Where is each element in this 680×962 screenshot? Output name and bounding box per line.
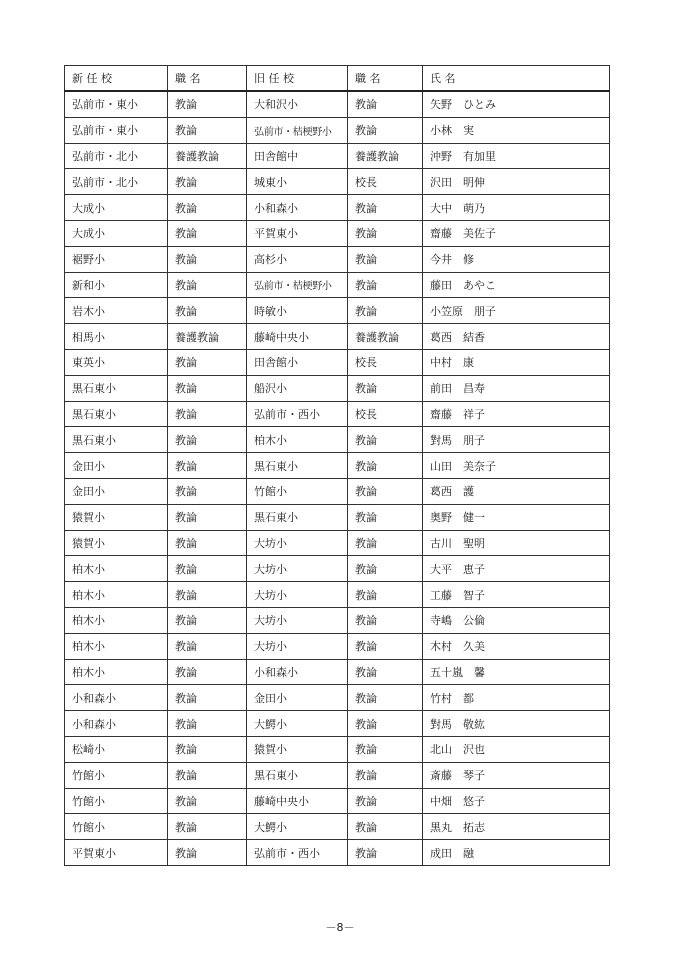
name-cell: 沖野 有加里 [423,143,610,169]
name-cell: 小林 実 [423,117,610,143]
name-cell: 斎藤 琴子 [423,762,610,788]
new-position-cell: 教論 [168,582,247,608]
old-position-cell: 教論 [348,840,423,866]
name-cell: 寺嶋 公倫 [423,607,610,633]
old-school-cell: 黒石東小 [247,762,348,788]
header-old-position: 職 名 [348,66,423,92]
table-row [65,814,610,840]
old-school-cell: 弘前市・西小 [247,401,348,427]
old-position-cell: 教論 [348,117,423,143]
name-cell: 山田 美奈子 [423,453,610,479]
old-school-cell: 田舎館小 [247,349,348,375]
old-position-cell: 教論 [348,762,423,788]
new-position-cell: 教論 [168,659,247,685]
old-position-cell: 教論 [348,530,423,556]
new-school-cell: 黒石東小 [65,401,168,427]
new-school-cell: 黒石東小 [65,427,168,453]
name-cell: 今井 修 [423,246,610,272]
new-school-cell: 弘前市・北小 [65,143,168,169]
new-position-cell: 教論 [168,169,247,195]
old-school-cell: 船沢小 [247,375,348,401]
new-position-cell: 教論 [168,349,247,375]
new-school-cell: 松崎小 [65,736,168,762]
new-position-cell: 養護教論 [168,324,247,350]
new-school-cell: 猿賀小 [65,530,168,556]
name-cell: 大平 恵子 [423,556,610,582]
new-school-cell: 弘前市・東小 [65,117,168,143]
new-position-cell: 教論 [168,478,247,504]
old-school-cell: 柏木小 [247,427,348,453]
old-school-cell: 竹館小 [247,478,348,504]
table-row [65,762,610,788]
new-school-cell: 柏木小 [65,582,168,608]
new-position-cell: 教論 [168,504,247,530]
table-row [65,582,610,608]
old-school-cell: 藤崎中央小 [247,788,348,814]
new-school-cell: 竹館小 [65,762,168,788]
old-position-cell: 教論 [348,659,423,685]
table-row [65,711,610,737]
old-school-cell: 弘前市・桔梗野小 [247,272,348,298]
table-row [65,324,610,350]
old-position-cell: 校長 [348,401,423,427]
table-row [65,633,610,659]
old-school-cell: 大鰐小 [247,814,348,840]
table-row [65,401,610,427]
name-cell: 古川 聖明 [423,530,610,556]
table-row [65,685,610,711]
old-position-cell: 教論 [348,375,423,401]
old-school-cell: 城東小 [247,169,348,195]
table-row [65,349,610,375]
old-school-cell: 田舎館中 [247,143,348,169]
new-school-cell: 柏木小 [65,556,168,582]
new-school-cell: 大成小 [65,220,168,246]
header-new-school: 新 任 校 [65,66,168,92]
header-row [65,66,610,92]
old-position-cell: 教論 [348,504,423,530]
table-row [65,427,610,453]
new-position-cell: 教論 [168,530,247,556]
old-school-cell: 時敏小 [247,298,348,324]
old-school-cell: 大鰐小 [247,711,348,737]
new-school-cell: 新和小 [65,272,168,298]
new-position-cell: 教論 [168,272,247,298]
new-school-cell: 黒石東小 [65,375,168,401]
name-cell: 葛西 結香 [423,324,610,350]
new-school-cell: 猿賀小 [65,504,168,530]
new-school-cell: 金田小 [65,453,168,479]
old-position-cell: 校長 [348,349,423,375]
new-school-cell: 岩木小 [65,298,168,324]
new-position-cell: 教論 [168,736,247,762]
new-position-cell: 教論 [168,633,247,659]
name-cell: 齋藤 祥子 [423,401,610,427]
old-school-cell: 大坊小 [247,633,348,659]
new-school-cell: 竹館小 [65,788,168,814]
old-school-cell: 大坊小 [247,582,348,608]
old-position-cell: 教論 [348,685,423,711]
old-position-cell: 教論 [348,298,423,324]
old-school-cell: 弘前市・西小 [247,840,348,866]
header-name: 氏 名 [423,66,610,92]
table-row [65,659,610,685]
new-position-cell: 教論 [168,711,247,737]
name-cell: 竹村 都 [423,685,610,711]
new-school-cell: 裾野小 [65,246,168,272]
new-position-cell: 教論 [168,453,247,479]
page-number: －8－ [325,921,355,934]
new-school-cell: 柏木小 [65,659,168,685]
table-row [65,504,610,530]
name-cell: 大中 萌乃 [423,195,610,221]
new-position-cell: 教論 [168,298,247,324]
old-position-cell: 教論 [348,736,423,762]
old-position-cell: 教論 [348,711,423,737]
new-school-cell: 小和森小 [65,685,168,711]
name-cell: 小笠原 朋子 [423,298,610,324]
new-school-cell: 弘前市・東小 [65,91,168,117]
old-position-cell: 教論 [348,582,423,608]
new-school-cell: 大成小 [65,195,168,221]
old-school-cell: 大坊小 [247,530,348,556]
new-school-cell: 柏木小 [65,633,168,659]
table-row [65,143,610,169]
new-position-cell: 教論 [168,840,247,866]
transfer-table [64,65,610,866]
new-position-cell: 教論 [168,375,247,401]
old-school-cell: 大坊小 [247,556,348,582]
old-school-cell: 小和森小 [247,659,348,685]
old-school-cell: 大和沢小 [247,91,348,117]
table-row [65,169,610,195]
table-row [65,530,610,556]
new-position-cell: 養護教論 [168,143,247,169]
new-position-cell: 教論 [168,220,247,246]
name-cell: 齋藤 美佐子 [423,220,610,246]
new-school-cell: 小和森小 [65,711,168,737]
name-cell: 黒丸 拓志 [423,814,610,840]
new-school-cell: 相馬小 [65,324,168,350]
name-cell: 中村 康 [423,349,610,375]
table-row [65,478,610,504]
table-row [65,556,610,582]
old-position-cell: 養護教論 [348,143,423,169]
table-row [65,788,610,814]
old-school-cell: 猿賀小 [247,736,348,762]
old-position-cell: 教論 [348,607,423,633]
new-position-cell: 教論 [168,556,247,582]
table-row [65,117,610,143]
name-cell: 奥野 健一 [423,504,610,530]
new-position-cell: 教論 [168,401,247,427]
old-school-cell: 高杉小 [247,246,348,272]
name-cell: 五十嵐 馨 [423,659,610,685]
name-cell: 木村 久美 [423,633,610,659]
table-row [65,453,610,479]
old-position-cell: 養護教論 [348,324,423,350]
name-cell: 工藤 智子 [423,582,610,608]
old-school-cell: 平賀東小 [247,220,348,246]
old-school-cell: 小和森小 [247,195,348,221]
new-position-cell: 教論 [168,91,247,117]
new-position-cell: 教論 [168,685,247,711]
old-position-cell: 教論 [348,220,423,246]
name-cell: 沢田 明伸 [423,169,610,195]
old-position-cell: 教論 [348,633,423,659]
table-row [65,840,610,866]
header-new-position: 職 名 [168,66,247,92]
old-school-cell: 金田小 [247,685,348,711]
old-position-cell: 教論 [348,91,423,117]
table-body [65,91,610,865]
old-school-cell: 大坊小 [247,607,348,633]
table-row [65,607,610,633]
old-position-cell: 教論 [348,272,423,298]
new-position-cell: 教論 [168,117,247,143]
old-position-cell: 教論 [348,478,423,504]
new-school-cell: 金田小 [65,478,168,504]
new-position-cell: 教論 [168,246,247,272]
table-row [65,298,610,324]
old-position-cell: 教論 [348,788,423,814]
old-position-cell: 教論 [348,814,423,840]
name-cell: 前田 昌寿 [423,375,610,401]
new-position-cell: 教論 [168,195,247,221]
name-cell: 對馬 敬紘 [423,711,610,737]
new-position-cell: 教論 [168,762,247,788]
table-row [65,195,610,221]
name-cell: 中畑 悠子 [423,788,610,814]
table-row [65,91,610,117]
new-position-cell: 教論 [168,814,247,840]
table-row [65,375,610,401]
new-school-cell: 柏木小 [65,607,168,633]
header-old-school: 旧 任 校 [247,66,348,92]
table-row [65,736,610,762]
old-position-cell: 教論 [348,556,423,582]
old-school-cell: 藤崎中央小 [247,324,348,350]
new-position-cell: 教論 [168,427,247,453]
old-school-cell: 黒石東小 [247,453,348,479]
new-school-cell: 平賀東小 [65,840,168,866]
name-cell: 北山 沢也 [423,736,610,762]
old-position-cell: 校長 [348,169,423,195]
old-position-cell: 教論 [348,246,423,272]
old-school-cell: 弘前市・桔梗野小 [247,117,348,143]
name-cell: 成田 融 [423,840,610,866]
old-position-cell: 教論 [348,427,423,453]
new-position-cell: 教論 [168,607,247,633]
old-position-cell: 教論 [348,195,423,221]
new-school-cell: 竹館小 [65,814,168,840]
new-school-cell: 弘前市・北小 [65,169,168,195]
name-cell: 對馬 朋子 [423,427,610,453]
new-school-cell: 東英小 [65,349,168,375]
name-cell: 藤田 あやこ [423,272,610,298]
table-row [65,220,610,246]
old-position-cell: 教論 [348,453,423,479]
old-school-cell: 黒石東小 [247,504,348,530]
name-cell: 葛西 護 [423,478,610,504]
table-row [65,272,610,298]
new-position-cell: 教論 [168,788,247,814]
table-row [65,246,610,272]
name-cell: 矢野 ひとみ [423,91,610,117]
